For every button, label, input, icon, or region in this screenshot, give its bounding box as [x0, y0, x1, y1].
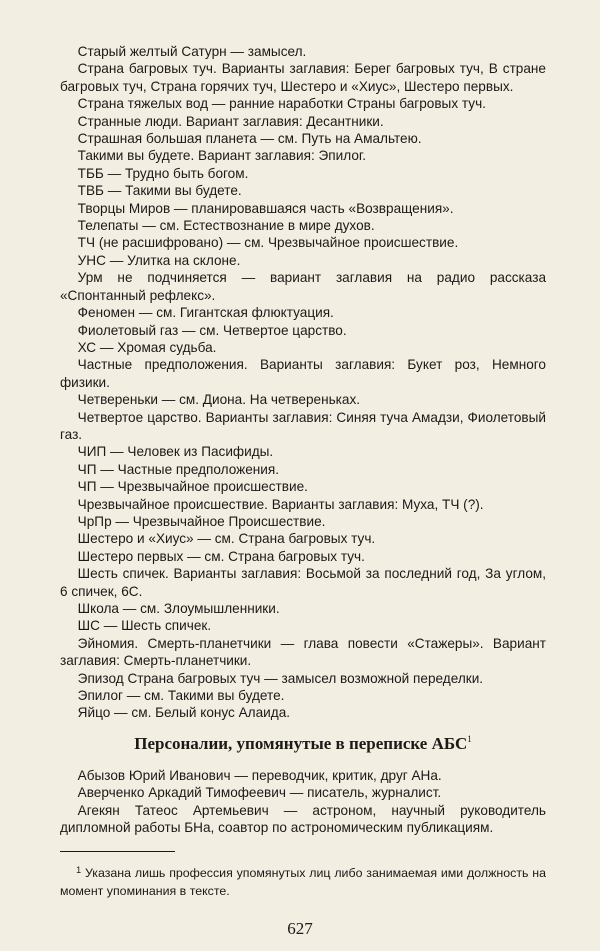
index-entry: Шестеро и «Хиус» — см. Страна багровых туч.: [77, 531, 376, 547]
index-entry: ТЧ (не расшифровано) — см. Чрезвычайное происшествие.: [77, 235, 459, 251]
index-entry: Телепаты — см. Естествознание в мире духов.: [77, 218, 375, 234]
index-entry: ЧрПр — Чрезвычайное Происшествие.: [77, 513, 326, 529]
person-entry: Абызов Юрий Иванович — переводчик, критик, друг АНа.: [77, 768, 442, 783]
index-entry: Фиолетовый газ — см. Четвертое царство.: [77, 322, 347, 338]
index-entry: Яйцо — см. Белый конус Алаида.: [77, 705, 291, 721]
index-entry: Школа — см. Злоумышленники.: [77, 601, 280, 616]
index-entry: Эйномия. Смерть-планетчики — глава повести «Стажеры». Вариант заглавия: Смерть-планетчики.: [60, 635, 546, 669]
person-entry: Аверченко Аркадий Тимофеевич — писатель, журналист.: [77, 785, 442, 801]
index-entry: Частные предположения. Варианты заглавия: Букет роз, Немного физики.: [60, 357, 546, 390]
footnote-reference[interactable]: 1: [467, 734, 472, 744]
index-entry: Шесть спичек. Варианты заглавия: Восьмой за последний год, За углом, 6 спичек, 6С.: [60, 566, 546, 599]
index-entry: ХС — Хромая судьба.: [77, 339, 217, 355]
index-entry: Четвереньки — см. Диона. На четвереньках.: [77, 392, 361, 408]
index-entry: Шестеро первых — см. Страна багровых туч.: [77, 548, 365, 564]
index-entry: ТББ — Трудно быть богом.: [77, 165, 249, 181]
section-heading-text: Персоналии, упомянутые в переписке АБС: [134, 734, 468, 753]
index-entry: Старый желтый Сатурн — замысел.: [77, 44, 307, 59]
index-entry: ЧИП — Человек из Пасифиды.: [77, 444, 274, 460]
page-number: 627: [287, 919, 313, 938]
index-entry: УНС — Улитка на склоне.: [77, 252, 241, 268]
index-entries: [60, 43, 546, 722]
index-entry: Чрезвычайное происшествие. Варианты заглавия: Муха, ТЧ (?).: [77, 496, 484, 512]
index-entry: Страшная большая планета — см. Путь на Амальтею.: [77, 131, 422, 147]
index-entry: ТВБ — Такими вы будете.: [77, 183, 242, 199]
footnote: [60, 862, 546, 900]
footnote-divider: [60, 851, 175, 852]
footnote-mark: 1: [76, 865, 82, 875]
index-entry: ЧП — Частные предположения.: [77, 461, 280, 477]
index-entry: Четвертое царство. Варианты заглавия: Синяя туча Амадзи, Фиолетовый газ.: [60, 409, 546, 442]
person-entry: Агекян Татеос Артемьевич — астроном, научный руководитель дипломной работы БНа, соавтор по астрономическим публикациям.: [60, 802, 546, 836]
section-heading: [60, 734, 546, 754]
index-entry: Эпилог — см. Такими вы будете.: [77, 688, 285, 704]
index-entry: Странные люди. Вариант заглавия: Десантники.: [77, 113, 384, 129]
footnote-text: Указана лишь профессия упомянутых лиц либо занимаемая ими должность на момент упоминания в тексте.: [60, 866, 546, 898]
index-entry: Страна тяжелых вод — ранние наработки Страны багровых туч.: [77, 96, 486, 112]
persons-list: [60, 767, 546, 837]
index-entry: Эпизод Страна багровых туч — замысел возможной переделки.: [77, 670, 484, 686]
index-entry: Феномен — см. Гигантская флюктуация.: [77, 305, 334, 321]
index-entry: Страна багровых туч. Варианты заглавия: Берег багровых туч, В стране багровых туч, Страна горячих туч, Шестеро и «Хиус», Шестеро первых.: [60, 61, 546, 94]
index-entry: ЧП — Чрезвычайное происшествие.: [77, 479, 308, 495]
index-entry: Такими вы будете. Вариант заглавия: Эпилог.: [77, 148, 366, 164]
index-entry: Урм не подчиняется — вариант заглавия на радио рассказа «Спонтанный рефлекс».: [60, 270, 546, 303]
index-entry: Творцы Миров — планировавшаяся часть «Возвращения».: [77, 200, 454, 216]
index-entry: ШС — Шесть спичек.: [77, 618, 212, 634]
